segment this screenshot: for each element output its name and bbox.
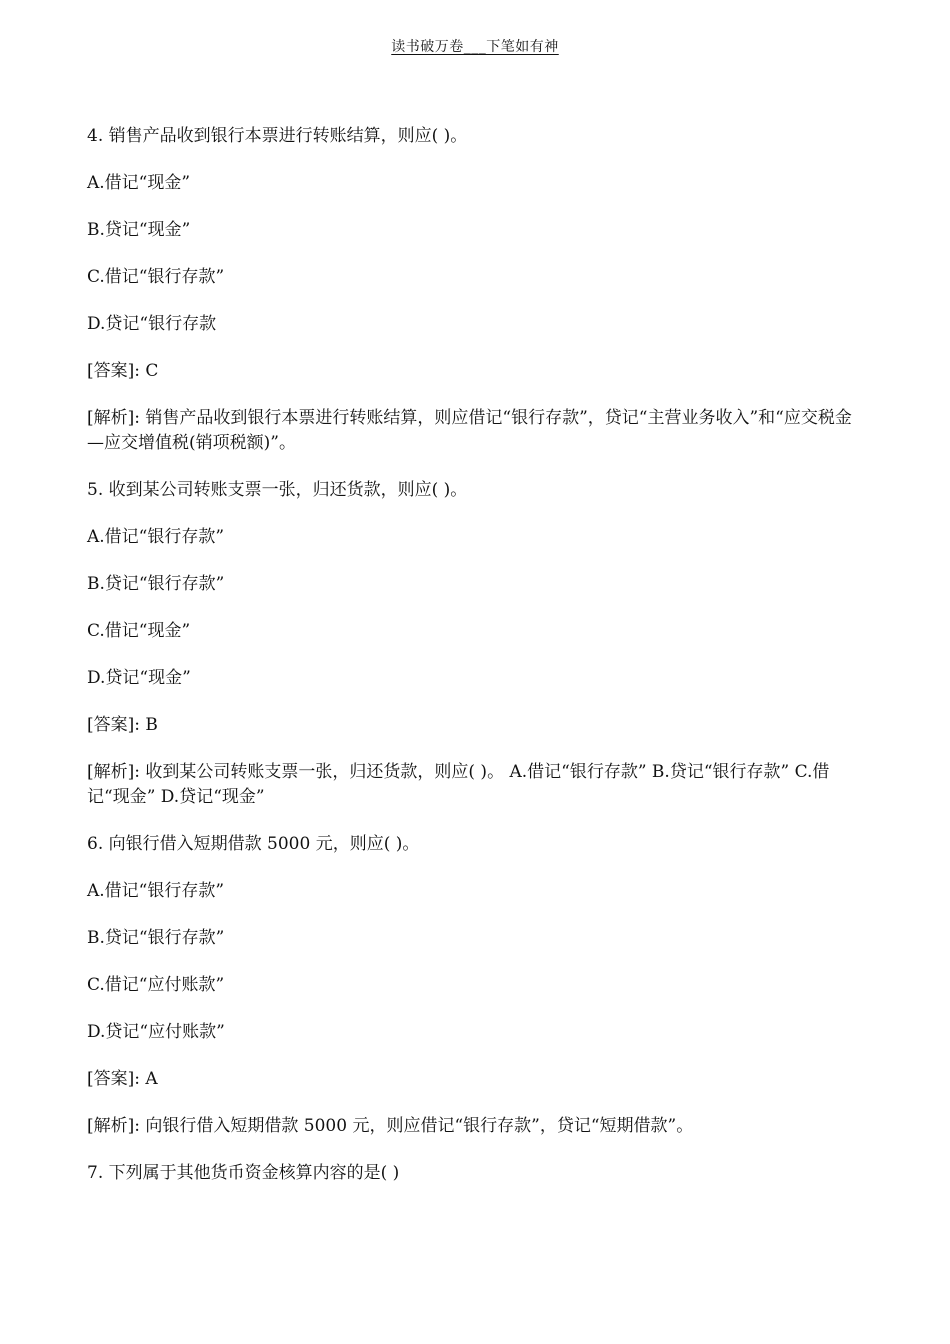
question-6-option-a: A.借记“银行存款” xyxy=(87,881,225,901)
question-4-option-b: B.贷记“现金” xyxy=(87,220,191,240)
question-4-answer: [答案]: C xyxy=(87,361,159,381)
question-6-analysis: [解析]: 向银行借入短期借款 5000 元，则应借记“银行存款”，贷记“短期借款”。 xyxy=(87,1116,694,1136)
document-body xyxy=(87,124,867,1208)
question-4-analysis: [解析]: 销售产品收到银行本票进行转账结算，则应借记“银行存款”，贷记“主营业务收入”和“应交税金—应交增值税(销项税额)”。 xyxy=(87,408,852,453)
question-5-option-b: B.贷记“银行存款” xyxy=(87,574,225,594)
question-6-option-c: C.借记“应付账款” xyxy=(87,975,225,995)
question-6-stem: 6. 向银行借入短期借款 5000 元，则应( )。 xyxy=(87,834,420,854)
question-5-analysis: [解析]: 收到某公司转账支票一张，归还货款，则应( )。 A.借记“银行存款” B.贷记“银行存款” C.借记“现金” D.贷记“现金” xyxy=(87,762,830,807)
question-4-option-d: D.贷记“银行存款 xyxy=(87,314,217,334)
question-5-option-d: D.贷记“现金” xyxy=(87,668,191,688)
question-6-answer: [答案]: A xyxy=(87,1069,158,1089)
page-header xyxy=(0,36,950,56)
question-5-option-c: C.借记“现金” xyxy=(87,621,191,641)
question-5-option-a: A.借记“银行存款” xyxy=(87,527,225,547)
question-4-stem: 4. 销售产品收到银行本票进行转账结算，则应( )。 xyxy=(87,126,468,146)
question-4-option-c: C.借记“银行存款” xyxy=(87,267,225,287)
question-5-stem: 5. 收到某公司转账支票一张，归还货款，则应( )。 xyxy=(87,480,468,500)
question-6-option-d: D.贷记“应付账款” xyxy=(87,1022,225,1042)
question-6-option-b: B.贷记“银行存款” xyxy=(87,928,225,948)
question-5-answer: [答案]: B xyxy=(87,715,158,735)
header-text: 读书破万卷___下笔如有神 xyxy=(391,39,559,55)
question-7-stem: 7. 下列属于其他货币资金核算内容的是( ) xyxy=(87,1163,400,1183)
question-4-option-a: A.借记“现金” xyxy=(87,173,191,193)
